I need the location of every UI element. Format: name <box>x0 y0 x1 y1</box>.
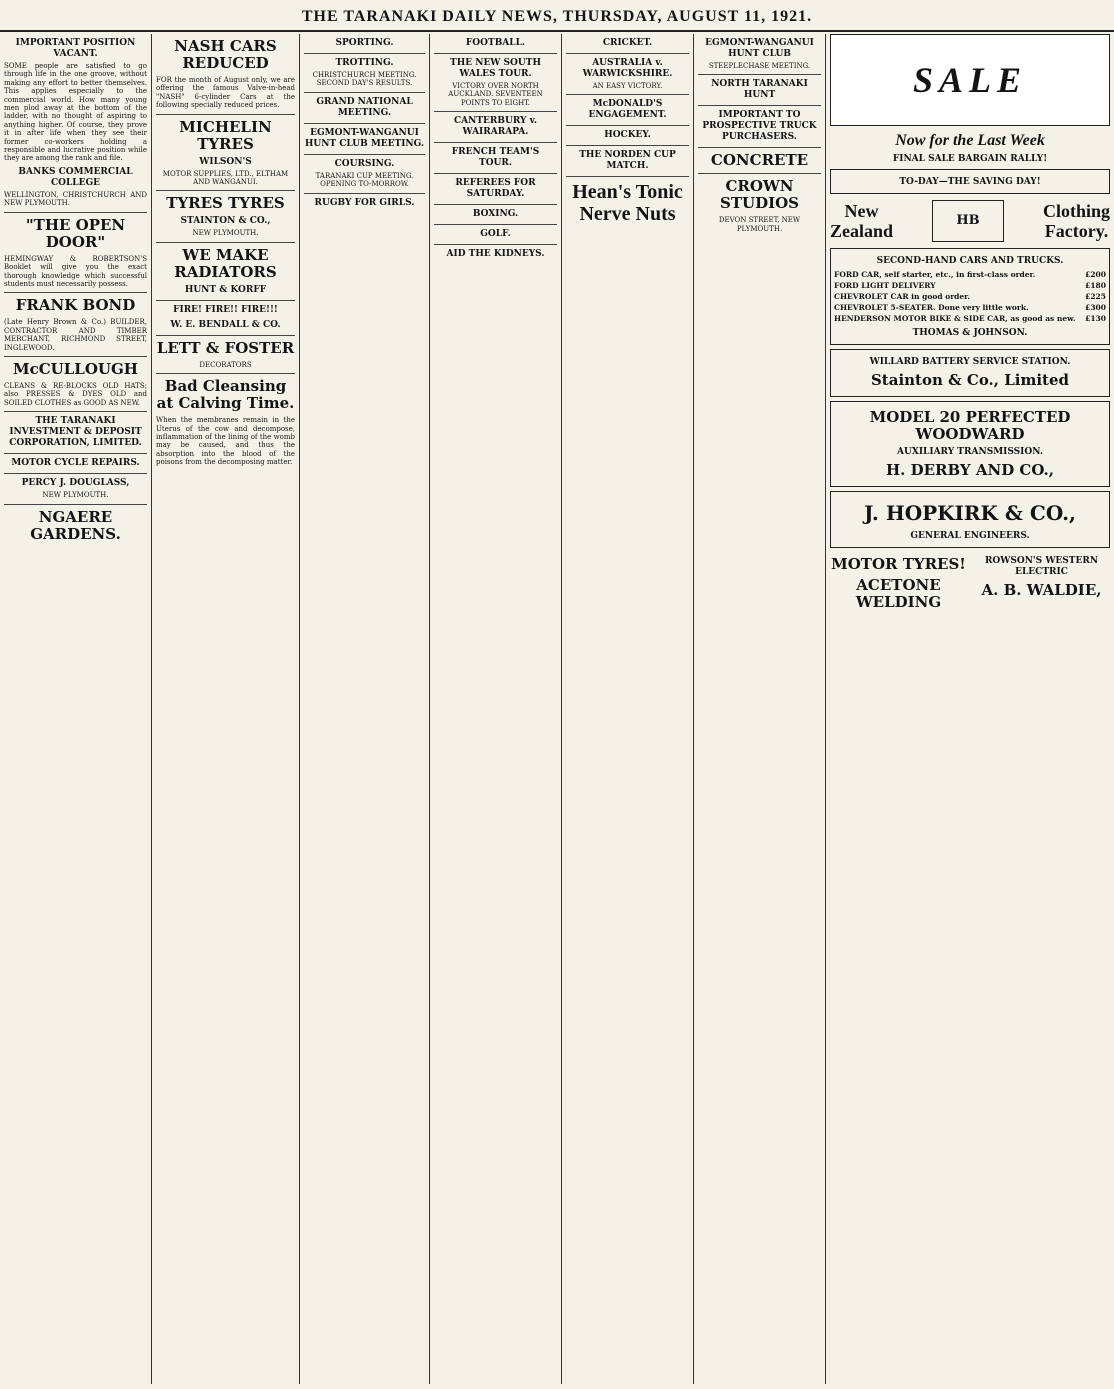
headline: TROTTING. <box>335 58 394 68</box>
headline: BOXING. <box>472 209 519 220</box>
divider <box>698 147 821 148</box>
bottom-ads <box>830 552 1110 615</box>
headline: MICHELIN TYRES <box>179 117 272 153</box>
headline: IMPORTANT POSITION VACANT. <box>15 38 136 59</box>
article-text: CLEANS & RE-BLOCKS OLD HATS; also PRESSES & DYES OLD and SOILED CLOTHES as GOOD AS NEW. <box>4 381 147 407</box>
headline: GENERAL ENGINEERS. <box>910 531 1030 541</box>
headline: Hean's Tonic Nerve Nuts <box>572 181 683 226</box>
headline: EGMONT-WANGANUI HUNT CLUB MEETING. <box>304 127 425 149</box>
headline: THE NEW SOUTH WALES TOUR. <box>450 58 541 79</box>
list-item: HENDERSON MOTOR BIKE & SIDE CAR, as good as new. £130 <box>834 314 1106 323</box>
article-text: CHRISTCHURCH MEETING. SECOND DAY'S RESULTS. <box>312 71 417 88</box>
headline: HOCKEY. <box>604 130 651 141</box>
divider <box>304 92 425 93</box>
headline: THOMAS & JOHNSON. <box>912 328 1028 338</box>
headline: RUGBY FOR GIRLS. <box>314 197 415 208</box>
headline: STAINTON & CO., <box>180 216 271 227</box>
divider <box>698 173 821 174</box>
divider <box>156 190 295 191</box>
article-text: VICTORY OVER NORTH AUCKLAND. SEVENTEEN POINTS TO EIGHT. <box>448 82 543 107</box>
article-text: NEW PLYMOUTH. <box>192 229 259 238</box>
headline: McCULLOUGH <box>13 359 138 378</box>
headline: FRENCH TEAM'S TOUR. <box>451 147 540 169</box>
headline: MODEL 20 PERFECTED WOODWARD <box>869 408 1071 443</box>
divider <box>4 356 147 357</box>
headline: IMPORTANT TO PROSPECTIVE TRUCK PURCHASERS. <box>702 110 817 143</box>
headline: NGAERE GARDENS. <box>30 507 121 543</box>
sale-text: SALE <box>912 60 1028 100</box>
column-2 <box>152 34 300 1384</box>
article-text: HEMINGWAY & ROBERTSON'S Booklet will give you the exact thorough knowledge which successful students must necessarily possess. <box>4 254 147 288</box>
divider <box>156 242 295 243</box>
headline: THE TARANAKI INVESTMENT & DEPOSIT CORPORATION, LIMITED. <box>9 416 142 449</box>
divider <box>434 244 557 245</box>
headline: WE MAKE RADIATORS <box>174 245 277 281</box>
headline: ACETONE WELDING <box>855 576 942 611</box>
divider <box>4 504 147 505</box>
headline: NORTH TARANAKI HUNT <box>711 79 808 101</box>
headline: "THE OPEN DOOR" <box>25 215 126 251</box>
divider <box>434 53 557 54</box>
headline: SPORTING. <box>335 38 394 48</box>
headline: CONCRETE <box>710 151 809 170</box>
brand-seal: HB <box>932 200 1004 242</box>
headline: PERCY J. DOUGLASS, <box>21 478 130 489</box>
divider <box>698 105 821 106</box>
divider <box>434 142 557 143</box>
list-item: FORD LIGHT DELIVERY £180 <box>834 281 1106 290</box>
headline: GOLF. <box>480 229 511 240</box>
masthead: THE TARANAKI DAILY NEWS, THURSDAY, AUGUST 11, 1921. <box>0 0 1114 32</box>
divider <box>304 193 425 194</box>
headline: AUSTRALIA v. WARWICKSHIRE. <box>582 58 673 79</box>
column-1 <box>0 34 152 1384</box>
divider <box>304 53 425 54</box>
article-text: WELLINGTON, CHRISTCHURCH AND NEW PLYMOUTH. <box>4 190 147 208</box>
article-text: STEEPLECHASE MEETING. <box>708 62 811 70</box>
headline: FIRE! FIRE!! FIRE!!! <box>173 304 278 315</box>
divider <box>566 145 689 146</box>
divider <box>566 53 689 54</box>
ad-word: Zealand <box>830 221 894 241</box>
headline: J. HOPKIRK & CO., <box>863 501 1076 525</box>
cars-trucks-box <box>830 248 1110 345</box>
article-text: When the membranes remain in the Uterus of the cow and decompose, inflammation of the lining of the womb may be caused, and thus the absorption into the blood of the poisons from the decomposing matter. <box>156 416 295 467</box>
divider <box>434 204 557 205</box>
headline: AUXILIARY TRANSMISSION. <box>897 447 1043 457</box>
list-item: CHEVROLET 5-SEATER. Done very little work. £300 <box>834 303 1106 312</box>
headline: Bad Cleansing at Calving Time. <box>156 377 295 413</box>
sale-banner <box>830 34 1110 126</box>
headline: TYRES TYRES <box>166 194 285 213</box>
article-text: MOTOR SUPPLIES, LTD., ELTHAM AND WANGANUI. <box>162 169 289 187</box>
headline: AID THE KIDNEYS. <box>446 249 545 260</box>
headline: CANTERBURY v. WAIRARAPA. <box>453 116 538 138</box>
ad-right <box>973 552 1110 615</box>
article-text: NEW PLYMOUTH. <box>42 491 109 500</box>
column-4 <box>430 34 562 1384</box>
divider <box>304 154 425 155</box>
headline: A. B. WALDIE, <box>981 581 1102 599</box>
divider <box>304 123 425 124</box>
ad-word: New <box>844 201 879 221</box>
column-3 <box>300 34 430 1384</box>
ad-word: Clothing <box>1042 201 1110 221</box>
list-item: FORD CAR, self starter, etc., in first-class order. £200 <box>834 270 1106 279</box>
headline: MOTOR TYRES! <box>831 555 966 573</box>
headline: MOTOR CYCLE REPAIRS. <box>11 458 140 469</box>
divider <box>434 173 557 174</box>
column-6 <box>694 34 826 1384</box>
hopkirk-box <box>830 491 1110 548</box>
column-7 <box>826 34 1114 1384</box>
article-text: AN EASY VICTORY. <box>592 82 663 90</box>
headline: WILSON'S <box>199 156 252 167</box>
headline: Now for the Last Week <box>895 132 1045 149</box>
ad-left <box>830 552 967 615</box>
divider <box>4 292 147 293</box>
divider <box>434 111 557 112</box>
headline: CRICKET. <box>602 38 653 48</box>
divider <box>4 473 147 474</box>
article-text: DEVON STREET, NEW PLYMOUTH. <box>718 216 801 233</box>
headline: FOOTBALL. <box>465 38 526 48</box>
headline: Stainton & Co., Limited <box>870 371 1070 389</box>
headline: TO-DAY—THE SAVING DAY! <box>899 177 1041 187</box>
headline: REFEREES FOR SATURDAY. <box>455 178 536 200</box>
ad-word: Factory. <box>1044 221 1109 241</box>
headline: THE NORDEN CUP MATCH. <box>579 150 676 172</box>
divider <box>566 176 689 177</box>
battery-box <box>830 349 1110 397</box>
headline: W. E. BENDALL & CO. <box>170 319 281 330</box>
headline: FINAL SALE BARGAIN RALLY! <box>892 154 1048 164</box>
divider <box>4 411 147 412</box>
headline: McDONALD'S ENGAGEMENT. <box>588 99 667 121</box>
divider <box>4 453 147 454</box>
woodward-box <box>830 401 1110 487</box>
divider <box>4 212 147 213</box>
article-text: TARANAKI CUP MEETING. OPENING TO-MORROW. <box>315 171 414 189</box>
article-text: SOME people are satisfied to go through life in the one groove, without making any effort to better themselves. This applies especially to the commercial world. How many young men plod away at the bottom of the ladder, with no thought of aspiring to anything higher. Of course, they prove it in after life when they see their former co-workers holding a responsible and lucrative position while they are among the rank and file. <box>4 62 147 163</box>
divider <box>566 94 689 95</box>
headline: NASH CARS REDUCED <box>174 37 277 72</box>
headline: HUNT & KORFF <box>184 284 267 295</box>
article-text: FOR the month of August only, we are offering the famous Valve-in-head "NASH" 6-cylinder Cars at the following specially reduced prices. <box>156 76 295 110</box>
headline: COURSING. <box>334 158 395 169</box>
headline: FRANK BOND <box>15 296 136 315</box>
divider <box>698 74 821 75</box>
saving-day-box <box>830 169 1110 194</box>
column-5 <box>562 34 694 1384</box>
headline: EGMONT-WANGANUI HUNT CLUB <box>705 38 814 59</box>
headline: H. DERBY AND CO., <box>885 461 1055 479</box>
divider <box>156 114 295 115</box>
divider <box>156 300 295 301</box>
headline: LETT & FOSTER <box>156 338 295 357</box>
headline: WILLARD BATTERY SERVICE STATION. <box>869 357 1071 367</box>
headline: GRAND NATIONAL MEETING. <box>316 96 413 118</box>
article-text: DECORATORS <box>199 360 252 369</box>
divider <box>434 224 557 225</box>
headline: BANKS COMMERCIAL COLLEGE <box>18 166 133 188</box>
headline: SECOND-HAND CARS AND TRUCKS. <box>876 256 1064 266</box>
headline: ROWSON'S WESTERN ELECTRIC <box>984 556 1099 577</box>
headline: CROWN STUDIOS <box>720 177 799 213</box>
clothing-factory-ad <box>830 200 1110 242</box>
article-text: (Late Henry Brown & Co.) BUILDER, CONTRACTOR AND TIMBER MERCHANT, RICHMOND STREET, INGLEWOOD. <box>4 318 147 352</box>
divider <box>156 335 295 336</box>
divider <box>156 373 295 374</box>
divider <box>566 125 689 126</box>
list-item: CHEVROLET CAR in good order. £225 <box>834 292 1106 301</box>
